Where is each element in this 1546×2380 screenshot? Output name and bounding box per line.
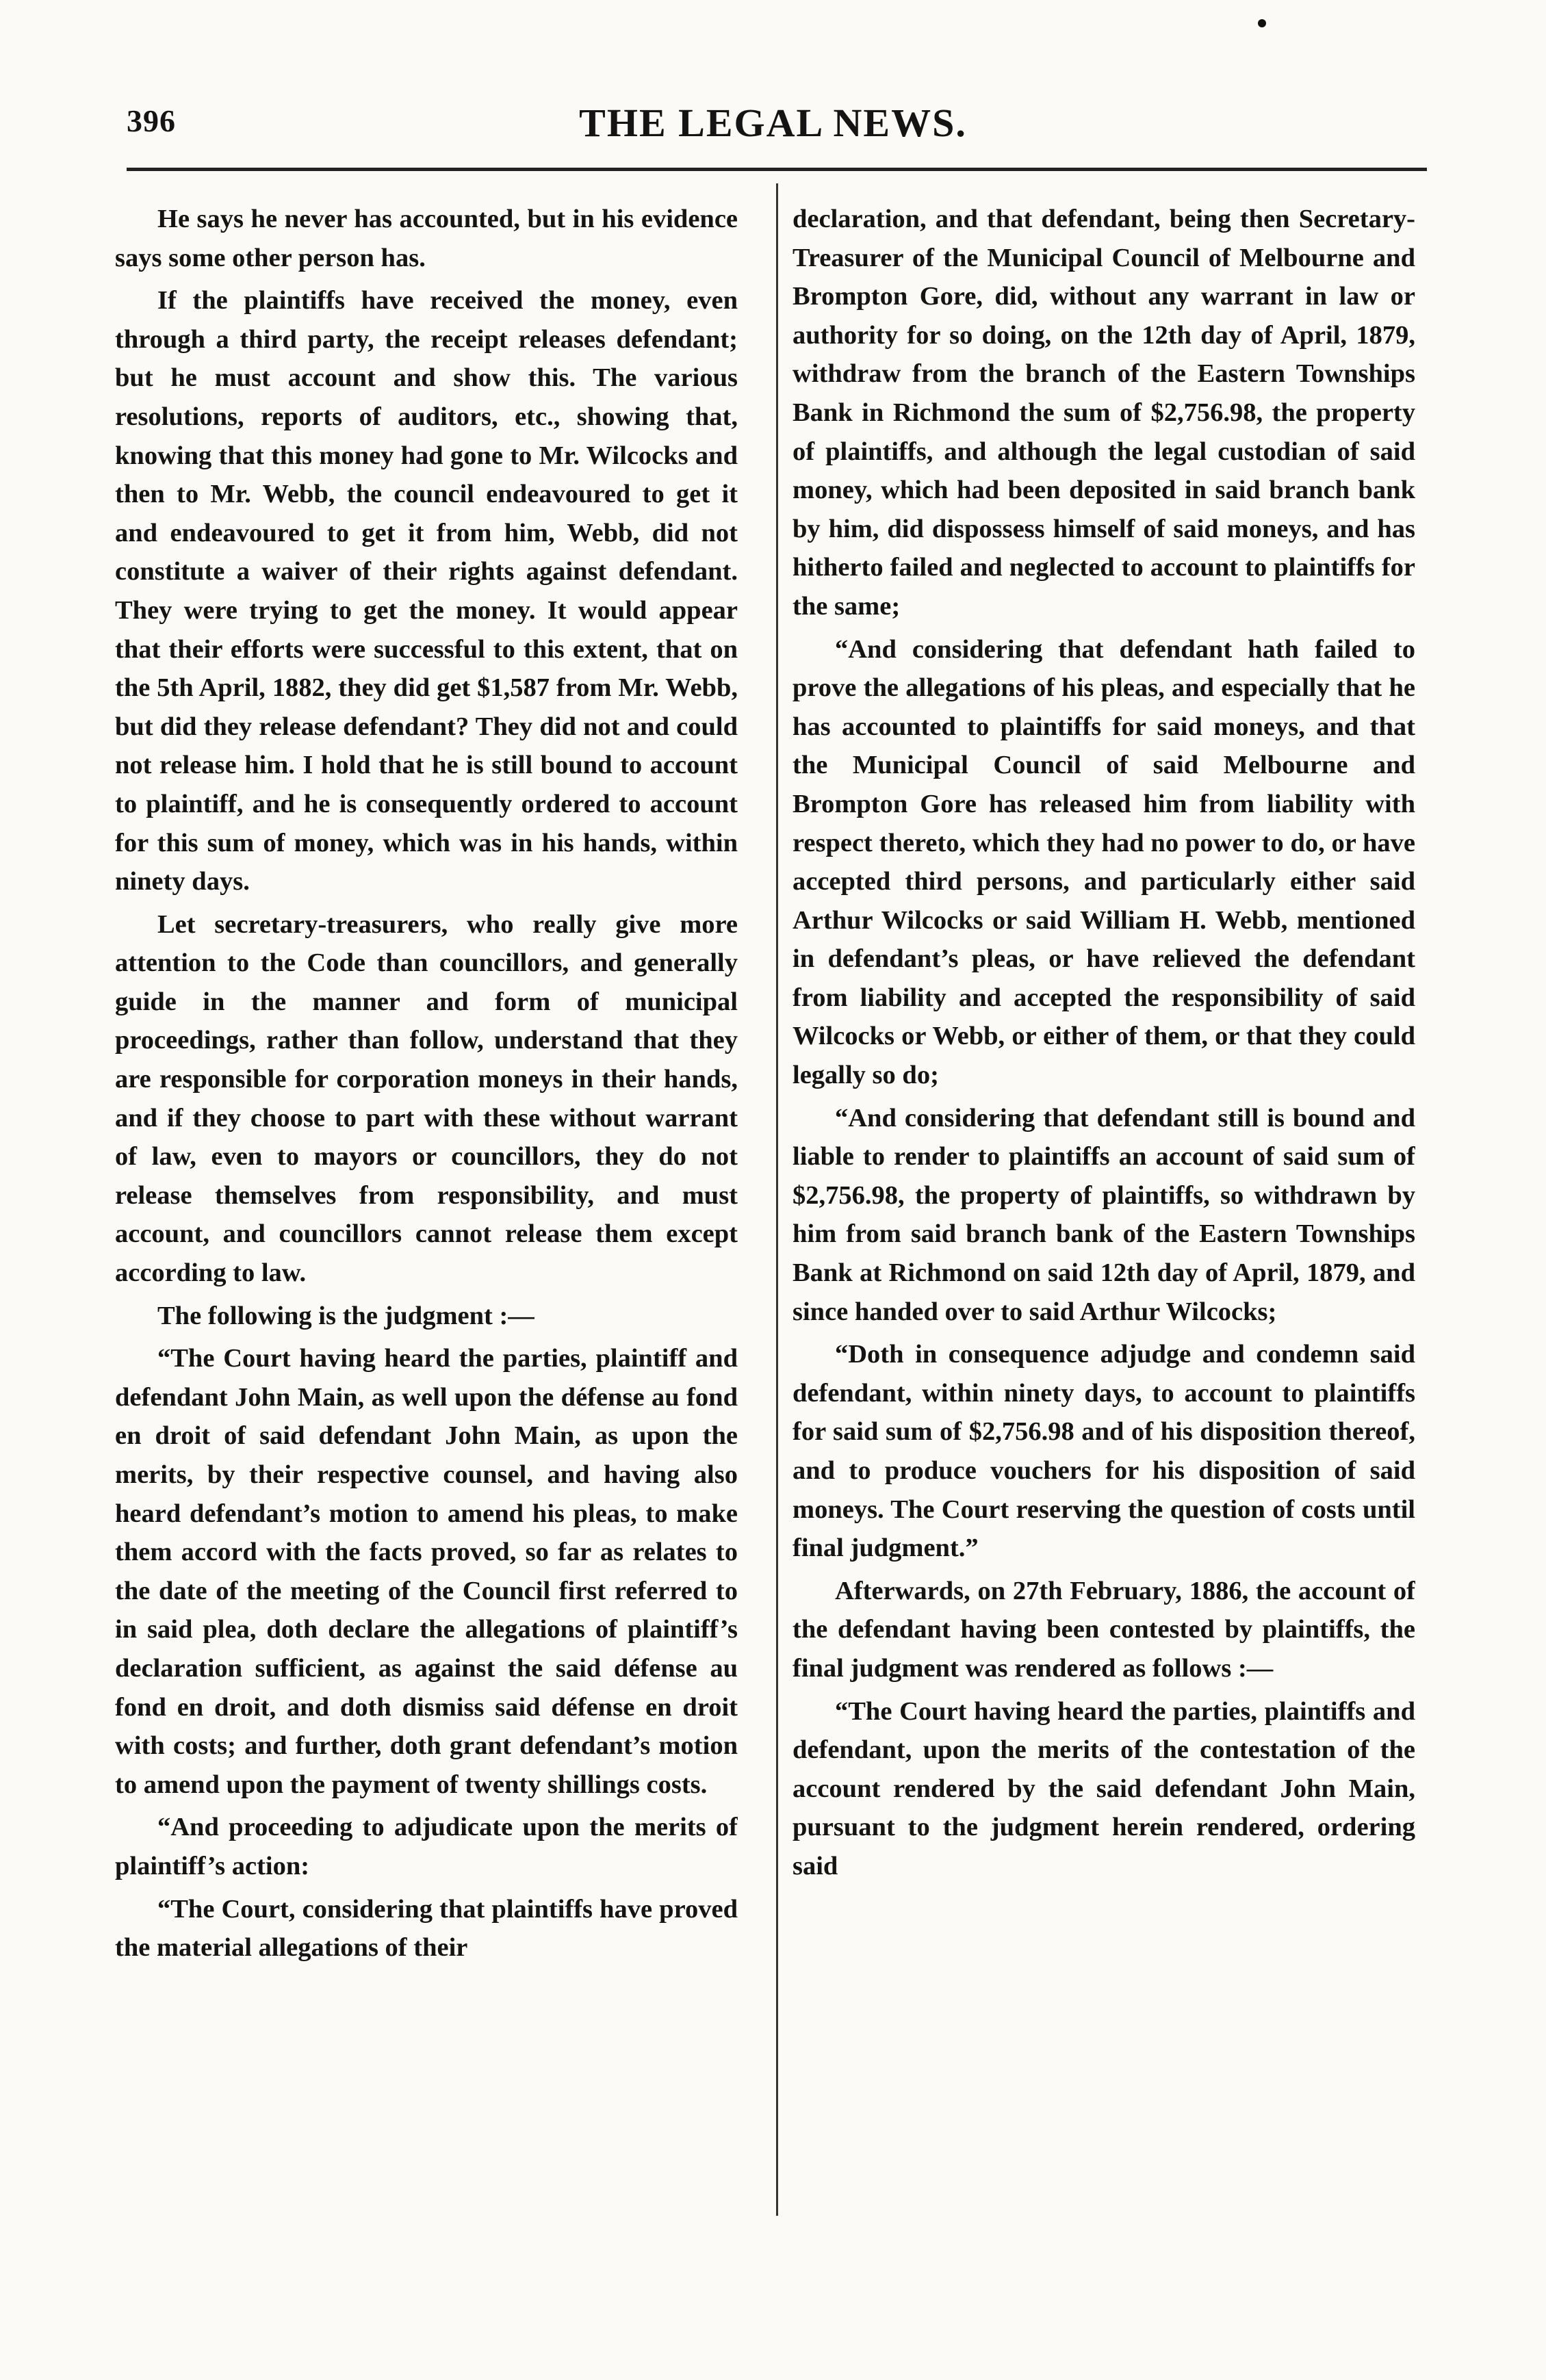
header-rule — [127, 168, 1427, 171]
paragraph: The following is the judgment :— — [157, 1301, 534, 1330]
paragraph: He says he never has accounted, but in his evidence says some other person has. — [115, 205, 738, 272]
paragraph: “And considering that defendant still is bound and liable to render to plaintiffs an account of said sum of $2,756.98, the property of plaintiffs, so withdrawn by him from said branch bank of the Eastern Townships Bank at Richmond on said 12th day of April, 1879, and since handed over to said Arthur Wilcocks; — [793, 1103, 1415, 1326]
paragraph: “And considering that defendant hath failed to prove the allegations of his pleas, and especially that he has accounted to plaintiffs for said moneys, and that the Municipal Council of said Melbourne and Brompton Gore has released him from liability with respect thereto, which they had no power to do, or have accepted third persons, and particularly either said Arthur Wilcocks or said William H. Webb, mentioned in defendant’s pleas, or have relieved the defendant from liability and accepted the responsibility of said Wilcocks or Webb, or either of them, or that they could legally so do; — [793, 634, 1415, 1090]
left-column — [115, 200, 738, 2225]
ink-speck — [1258, 19, 1266, 27]
paragraph: “And proceeding to adjudicate upon the merits of plaintiff’s action: — [115, 1813, 738, 1880]
running-head-title: THE LEGAL NEWS. — [579, 101, 967, 145]
column-divider — [776, 183, 778, 2216]
right-column — [793, 200, 1415, 2225]
paragraph: declaration, and that defendant, being then Secretary-Treasurer of the Municipal Council of Melbourne and Brompton Gore, did, without any warrant in law or authority for so doing, on the 12th day of April, 1879, withdraw from the branch of the Eastern Townships Bank in Richmond the sum of $2,756.98, the property of plaintiffs, and although the legal custodian of said money, which had been deposited in said branch bank by him, did dispossess himself of said moneys, and has hitherto failed and neglected to account to plaintiffs for the same; — [793, 205, 1415, 621]
paragraph: If the plaintiffs have received the money, even through a third party, the receipt releases defendant; but he must account and show this. The various resolutions, reports of auditors, etc., showing that, knowing that this money had gone to Mr. Wilcocks and then to Mr. Webb, the council endeavoured to get it and endeavoured to get it from him, Webb, did not constitute a waiver of their rights against defendant. They were trying to get the money. It would appear that their efforts were successful to this extent, that on the 5th April, 1882, they did get $1,587 from Mr. Webb, but did they release defendant? They did not and could not release him. I hold that he is still bound to account to plaintiff, and he is consequently ordered to account for this sum of money, which was in his hands, within ninety days. — [115, 286, 738, 896]
paragraph: “Doth in consequence adjudge and condemn said defendant, within ninety days, to account to plaintiffs for said sum of $2,756.98 and of his disposition thereof, and to produce vouchers for his disposition of said moneys. The Court reserving the question of costs until final judgment.” — [793, 1340, 1415, 1563]
page-number: 396 — [127, 103, 176, 138]
paragraph: Let secretary-treasurers, who really give more attention to the Code than councillors, and generally guide in the manner and form of municipal proceedings, rather than follow, understand that they are responsible for corporation moneys in their hands, and if they choose to part with these without warrant of law, even to mayors or councillors, they do not release themselves from responsibility, and must account, and councillors cannot release them except according to law. — [115, 909, 738, 1288]
paragraph: “The Court having heard the parties, plaintiff and defendant John Main, as well upon the défense au fond en droit of said defendant John Main, as upon the merits, by their respective counsel, and having also heard defendant’s motion to amend his pleas, to make them accord with the facts proved, so far as relates to the date of the meeting of the Council first referred to in said plea, doth declare the allegations of plaintiff’s declaration sufficient, as against the said défense au fond en droit, and doth dismiss said défense en droit with costs; and further, doth grant defendant’s motion to amend upon the payment of twenty shillings costs. — [115, 1344, 738, 1799]
paragraph: Afterwards, on 27th February, 1886, the account of the defendant having been contested by plaintiffs, the final judgment was rendered as follows :— — [793, 1576, 1415, 1683]
paragraph: “The Court having heard the parties, plaintiffs and defendant, upon the merits of the contestation of the account rendered by the said defendant John Main, pursuant to the judgment herein rendered, ordering said — [793, 1696, 1415, 1880]
paragraph: “The Court, considering that plaintiffs have proved the material allegations of their — [115, 1894, 738, 1963]
